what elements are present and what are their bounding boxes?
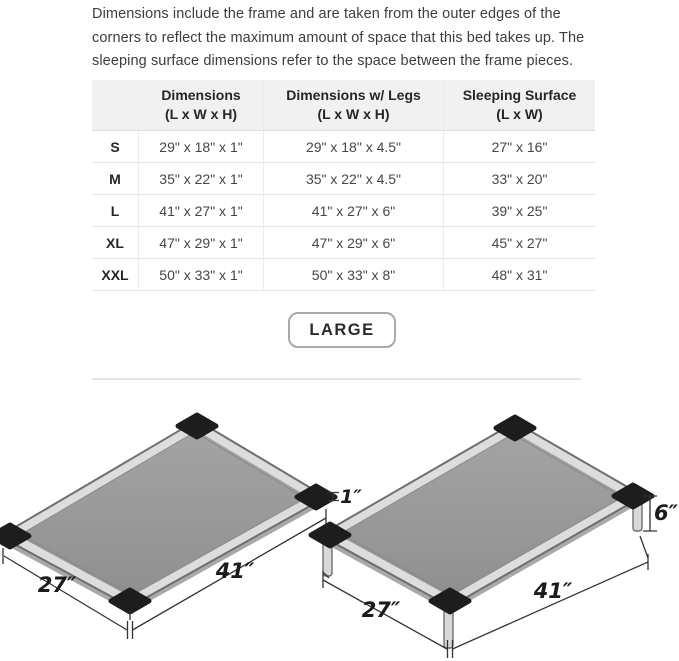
column-title: Dimensions w/ Legs (286, 87, 421, 103)
column-subtitle: (L x W) (496, 106, 543, 122)
cell-dimensions-with-legs: 35" x 22" x 4.5" (263, 163, 443, 194)
table-row (92, 227, 595, 259)
cell-dimensions-with-legs: 47" x 29" x 6" (263, 227, 443, 258)
cell-size: L (110, 202, 120, 219)
cell-dimensions-with-legs: 41" x 27" x 6" (263, 195, 443, 226)
column-header-dimensions (138, 80, 263, 130)
cell-size: XL (106, 234, 124, 251)
cell-dimensions: 41" x 27" x 1" (138, 195, 263, 226)
cell-dimensions-with-legs: 29" x 18" x 4.5" (263, 131, 443, 162)
column-subtitle: (L x W x H) (317, 106, 390, 122)
bed-flat-illustration (0, 415, 362, 639)
cell-sleeping-surface: 39" x 25" (443, 195, 595, 226)
column-header-sleeping-surface (443, 80, 595, 130)
cell-dimensions-with-legs: 50" x 33" x 8" (263, 259, 443, 290)
length-label: 41″ (215, 559, 255, 583)
cell-size: S (110, 138, 120, 155)
cell-size: M (109, 170, 121, 187)
size-variant-button-large[interactable]: LARGE (288, 312, 396, 348)
cell-dimensions: 29" x 18" x 1" (138, 131, 263, 162)
table-row (92, 195, 595, 227)
length-label: 41″ (533, 579, 573, 603)
column-header-size (92, 80, 138, 130)
leg-height-label: 6″ (654, 501, 678, 525)
table-row (92, 163, 595, 195)
cell-sleeping-surface: 33" x 20" (443, 163, 595, 194)
bed-dimensions-illustration (0, 400, 679, 661)
column-title: Sleeping Surface (462, 87, 577, 103)
size-dimensions-table (92, 80, 595, 291)
column-subtitle: (L x W x H) (164, 106, 238, 122)
column-title: Dimensions (161, 87, 241, 103)
width-label: 27″ (361, 598, 401, 622)
section-divider (92, 378, 581, 380)
table-row (92, 131, 595, 163)
width-label: 27″ (37, 573, 77, 597)
cell-sleeping-surface: 45" x 27" (443, 227, 595, 258)
bed-with-legs-illustration (311, 417, 679, 658)
column-header-dimensions-with-legs (263, 80, 443, 130)
cell-dimensions: 50" x 33" x 1" (138, 259, 263, 290)
cell-dimensions: 47" x 29" x 1" (138, 227, 263, 258)
table-row (92, 259, 595, 291)
table-header-row (92, 80, 595, 131)
cell-dimensions: 35" x 22" x 1" (138, 163, 263, 194)
frame-height-label: 1″ (340, 486, 362, 508)
cell-sleeping-surface: 27" x 16" (443, 131, 595, 162)
cell-sleeping-surface: 48" x 31" (443, 259, 595, 290)
cell-size: XXL (101, 266, 129, 283)
dimensions-note: Dimensions include the frame and are taken from the outer edges of the corners to reflect the maximum amount of space that this bed takes up. The sleeping surface dimensions refer to the space between the frame pieces. (92, 6, 585, 69)
